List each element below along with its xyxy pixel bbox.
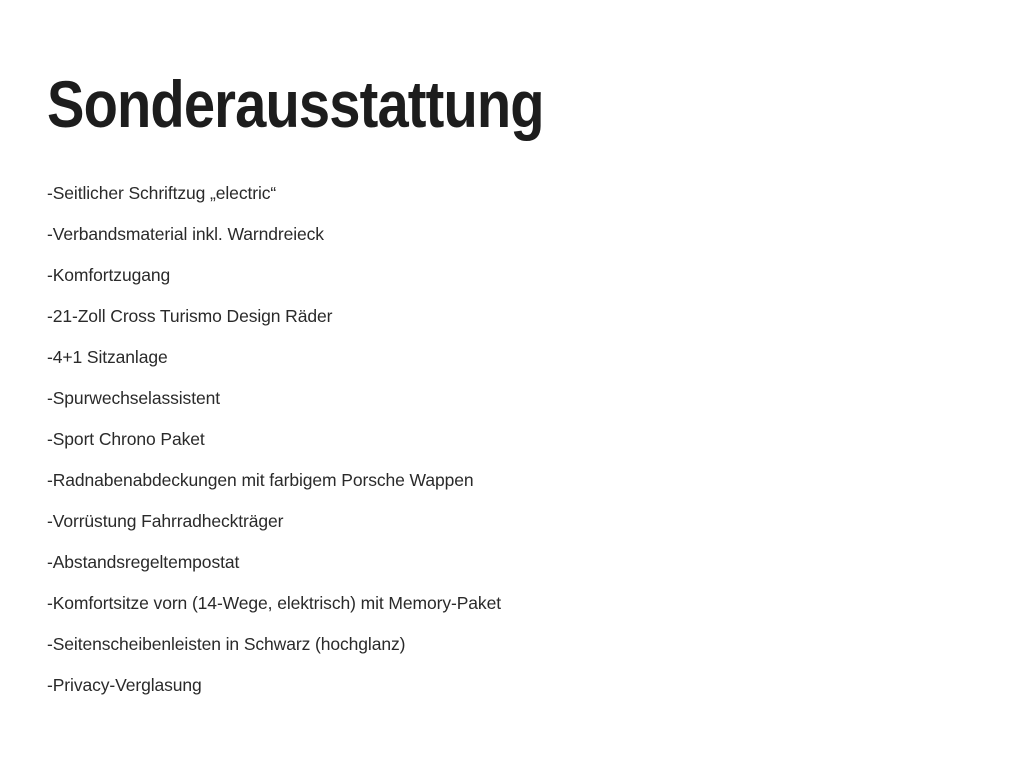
list-item: -21-Zoll Cross Turismo Design Räder [47,306,333,326]
list-item: -Abstandsregeltempostat [47,552,240,572]
list-item: -Komfortsitze vorn (14-Wege, elektrisch) mit Memory-Paket [47,593,501,613]
list-item: -Privacy-Verglasung [47,675,202,695]
list-item: -Komfortzugang [47,265,171,285]
page-title: Sonderausstattung [47,67,544,141]
list-item: -Seitlicher Schriftzug „electric“ [47,183,277,203]
equipment-list [47,173,501,706]
list-item: -Radnabenabdeckungen mit farbigem Porsche Wappen [47,470,474,490]
list-item: -4+1 Sitzanlage [47,347,168,367]
list-item: -Vorrüstung Fahrradheckträger [47,511,284,531]
list-item: -Spurwechselassistent [47,388,220,408]
list-item: -Verbandsmaterial inkl. Warndreieck [47,224,324,244]
list-item: -Seitenscheibenleisten in Schwarz (hochglanz) [47,634,406,654]
list-item: -Sport Chrono Paket [47,429,205,449]
